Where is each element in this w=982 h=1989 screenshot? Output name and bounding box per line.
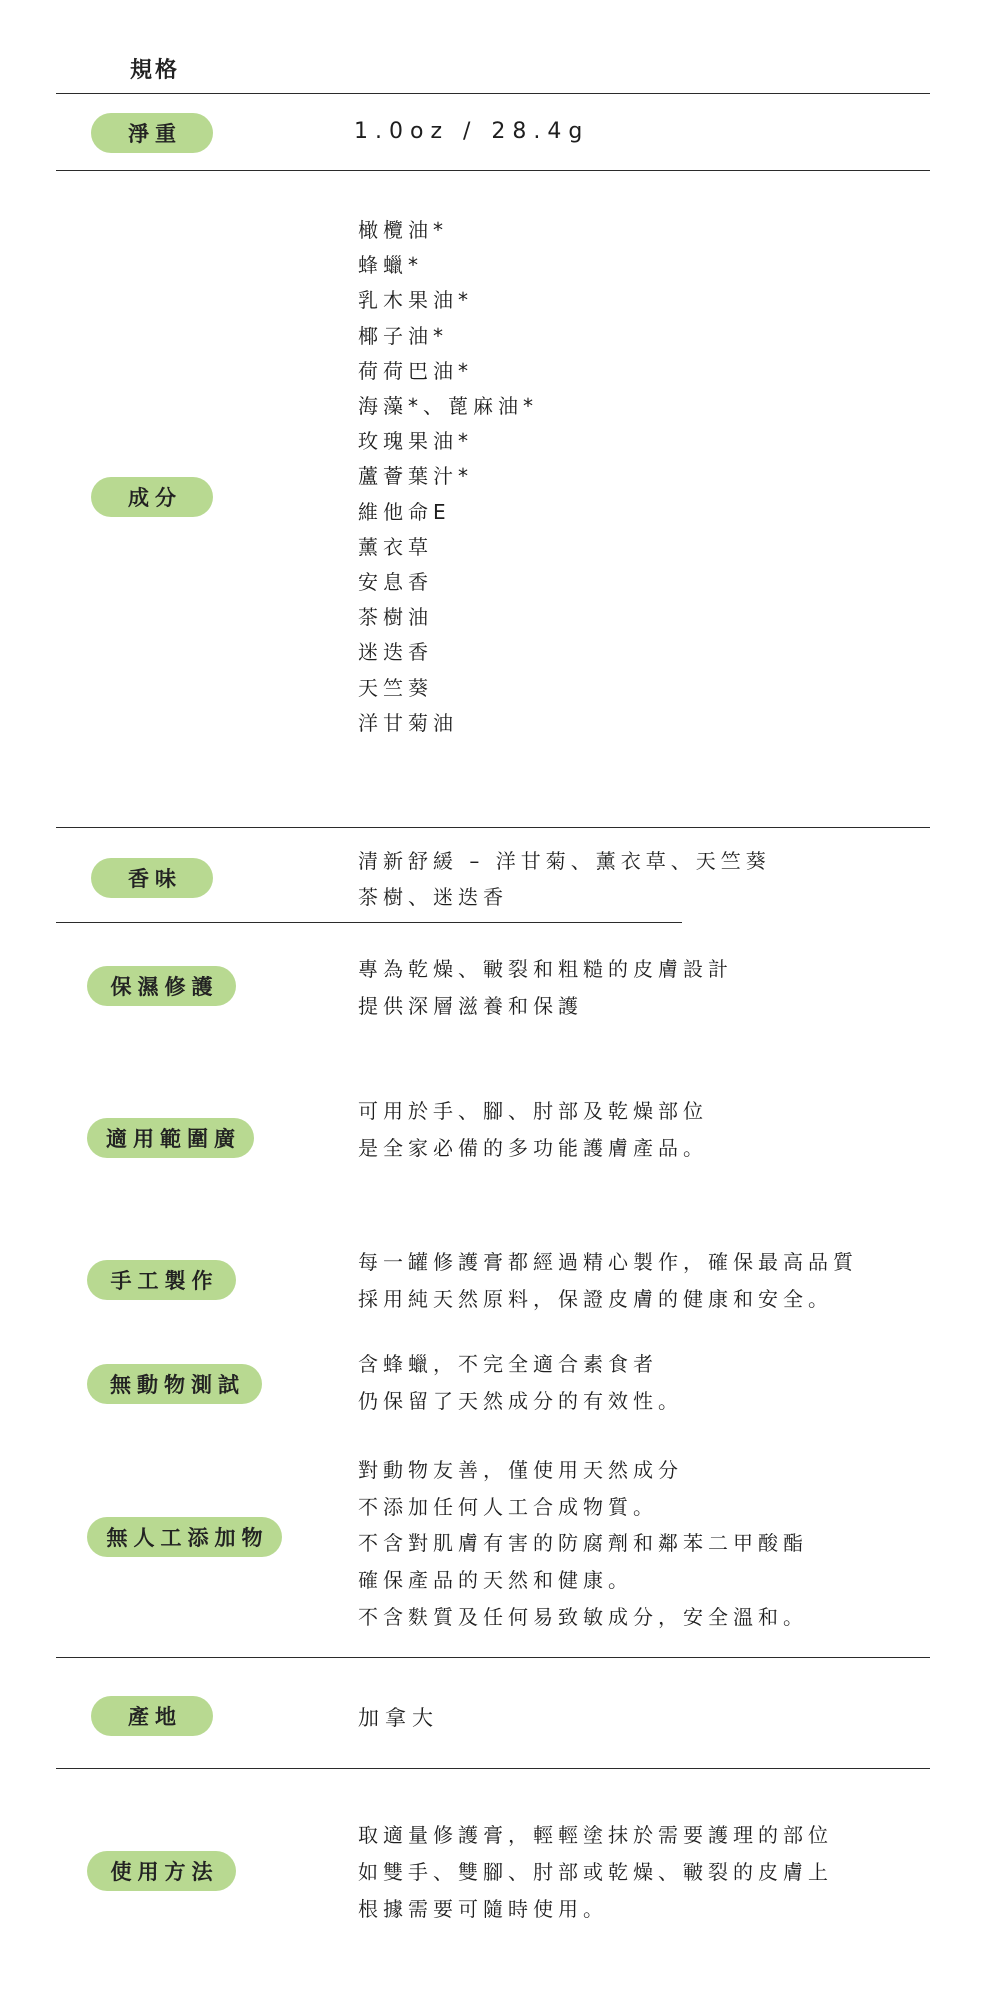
no-additives-line: 不添加任何人工合成物質。 [358,1494,658,1519]
divider [56,1657,930,1658]
cruelty-free-line: 仍保留了天然成分的有效性。 [358,1389,683,1413]
cruelty-free-text [358,1346,683,1420]
ingredient-item: 椰子油* [358,323,448,348]
cruelty-free-line: 含蜂蠟，不完全適合素食者 [358,1352,658,1376]
scent-line: 清新舒緩 – 洋甘菊、薰衣草、天竺葵 [358,849,771,873]
handmade-label: 手工製作 [87,1260,236,1300]
usage-line: 取適量修護膏，輕輕塗抹於需要護理的部位 [358,1823,833,1847]
versatile-text [358,1093,708,1167]
divider [56,1768,930,1769]
scent-line: 茶樹、迷迭香 [358,885,508,909]
moisturize-text [358,951,733,1025]
handmade-line: 每一罐修護膏都經過精心製作，確保最高品質 [358,1250,858,1274]
no-additives-line: 不含麩質及任何易致敏成分，安全溫和。 [358,1604,808,1629]
moisturize-label: 保濕修護 [87,966,236,1006]
origin-label: 產地 [91,1696,213,1736]
usage-text [358,1817,833,1928]
no-additives-line: 不含對肌膚有害的防腐劑和鄰苯二甲酸酯 [358,1531,808,1556]
ingredient-item: 蜂蠟* [358,253,423,278]
ingredient-item: 荷荷巴油* [358,358,473,383]
ingredient-item: 洋甘菊油 [358,710,458,735]
no-additives-label: 無人工添加物 [87,1517,282,1557]
net-weight-label: 淨重 [91,113,213,153]
ingredient-item: 乳木果油* [358,288,473,313]
versatile-label: 適用範圍廣 [87,1118,254,1158]
moisturize-line: 提供深層滋養和保護 [358,994,583,1018]
usage-line: 根據需要可隨時使用。 [358,1897,608,1921]
ingredient-item: 蘆薈葉汁* [358,464,473,489]
ingredients-label: 成分 [91,477,213,517]
ingredients-list [358,213,538,741]
scent-text [358,843,771,915]
moisturize-line: 專為乾燥、皸裂和粗糙的皮膚設計 [358,957,733,981]
ingredient-item: 茶樹油 [358,605,433,630]
ingredient-item: 維他命E [358,499,451,524]
ingredient-item: 海藻*、蓖麻油* [358,394,538,419]
divider [56,827,930,828]
ingredient-item: 玫瑰果油* [358,429,473,454]
net-weight-value: 1.0oz / 28.4g [354,119,590,144]
usage-line: 如雙手、雙腳、肘部或乾燥、皸裂的皮膚上 [358,1860,833,1884]
versatile-line: 可用於手、腳、肘部及乾燥部位 [358,1099,708,1123]
scent-label: 香味 [91,858,213,898]
handmade-line: 採用純天然原料，保證皮膚的健康和安全。 [358,1287,833,1311]
divider [56,93,930,94]
versatile-line: 是全家必備的多功能護膚產品。 [358,1136,708,1160]
divider [56,922,682,923]
cruelty-free-label: 無動物測試 [87,1364,262,1404]
usage-label: 使用方法 [87,1851,236,1891]
ingredient-item: 橄欖油* [358,218,448,242]
no-additives-text [358,1452,808,1636]
spec-section-title: 規格 [130,58,181,83]
no-additives-line: 對動物友善，僅使用天然成分 [358,1458,683,1482]
ingredient-item: 薰衣草 [358,534,433,559]
handmade-text [358,1244,858,1318]
no-additives-line: 確保產品的天然和健康。 [358,1568,633,1593]
divider [56,170,930,171]
ingredient-item: 天竺葵 [358,675,433,700]
origin-value: 加拿大 [358,1706,439,1730]
ingredient-item: 安息香 [358,570,433,595]
ingredient-item: 迷迭香 [358,640,433,665]
